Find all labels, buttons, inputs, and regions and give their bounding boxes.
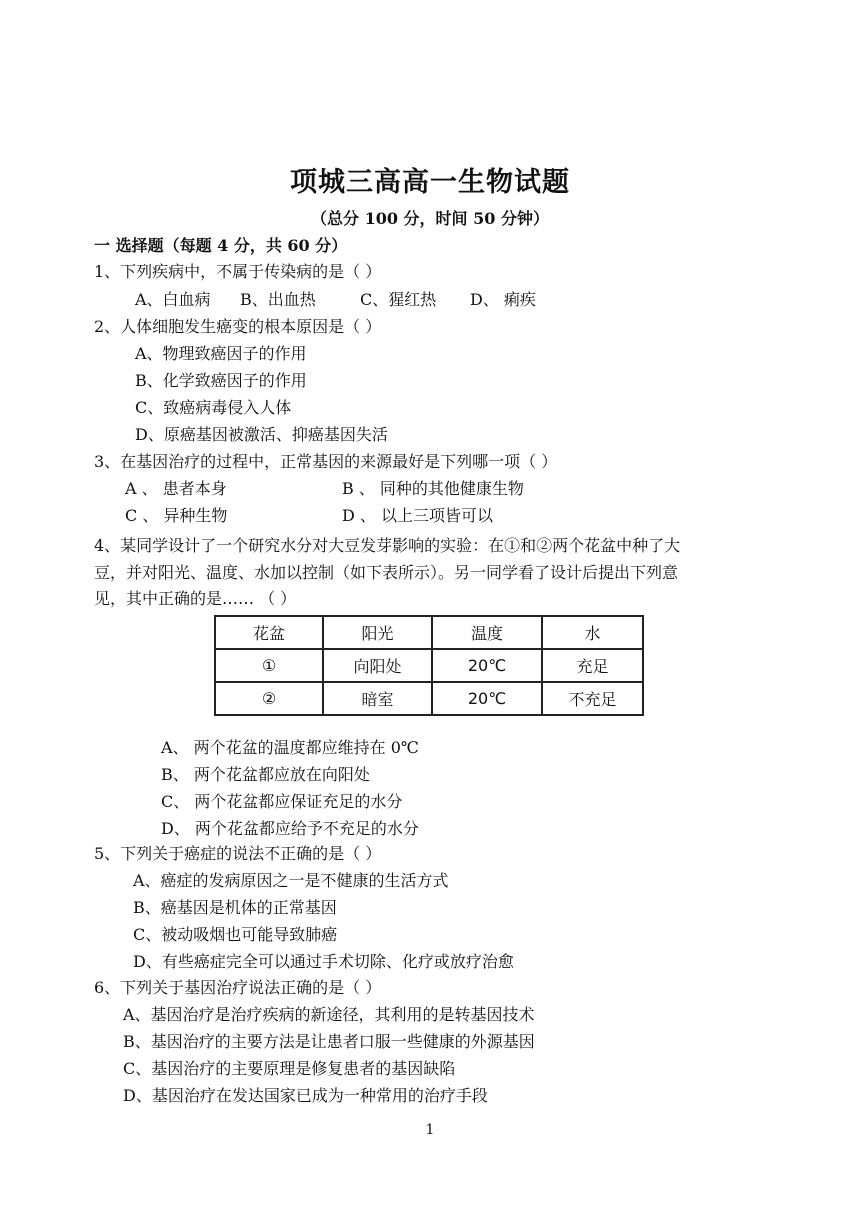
table-header-cell: 温度 — [432, 616, 542, 649]
table-header-row — [215, 616, 643, 649]
question-2-option-b: B、化学致癌因子的作用 — [135, 371, 307, 390]
question-4-option-c: C、 两个花盆都应保证充足的水分 — [161, 792, 403, 811]
question-1-option-d: D、 痢疾 — [470, 290, 536, 309]
experiment-table — [214, 615, 644, 716]
question-1-stem: 1、下列疾病中，不属于传染病的是（ ） — [94, 262, 382, 281]
page-number: 1 — [425, 1122, 435, 1138]
question-1-option-a: A、白血病 — [135, 290, 211, 309]
table-header-cell: 花盆 — [215, 616, 323, 649]
question-3-option-d: D 、 以上三项皆可以 — [342, 506, 494, 525]
question-3-option-a: A 、 患者本身 — [125, 479, 227, 498]
question-5-option-b: B、癌基因是机体的正常基因 — [133, 898, 337, 917]
section-heading: 一 选择题（每题 4 分，共 60 分） — [94, 236, 348, 255]
table-row — [215, 649, 643, 682]
table-cell: 20℃ — [432, 649, 542, 682]
question-2-option-c: C、致癌病毒侵入人体 — [135, 398, 292, 417]
table-cell: 充足 — [542, 649, 643, 682]
table-row — [215, 682, 643, 715]
table-cell: ② — [215, 682, 323, 715]
question-5-stem: 5、下列关于癌症的说法不正确的是（ ） — [94, 844, 382, 863]
question-6-stem: 6、下列关于基因治疗说法正确的是（ ） — [94, 978, 382, 997]
exam-subtitle: （总分 100 分，时间 50 分钟） — [311, 209, 549, 228]
question-4-stem-line-3: 见，其中正确的是…… （ ） — [94, 589, 297, 608]
question-2-stem: 2、人体细胞发生癌变的根本原因是（ ） — [94, 317, 382, 336]
question-2-option-d: D、原癌基因被激活、抑癌基因失活 — [135, 425, 388, 444]
question-4-option-d: D、 两个花盆都应给予不充足的水分 — [161, 819, 419, 838]
question-4-option-a: A、 两个花盆的温度都应维持在 0℃ — [161, 738, 419, 757]
question-2-option-a: A、物理致癌因子的作用 — [135, 344, 307, 363]
question-4-stem-line-2: 豆，并对阳光、温度、水加以控制（如下表所示）。另一同学看了设计后提出下列意 — [94, 563, 679, 582]
question-5-option-d: D、有些癌症完全可以通过手术切除、化疗或放疗治愈 — [133, 952, 514, 971]
question-4-option-b: B、 两个花盆都应放在向阳处 — [161, 765, 370, 784]
table-cell: 暗室 — [323, 682, 432, 715]
question-6-option-a: A、基因治疗是治疗疾病的新途径，其利用的是转基因技术 — [123, 1005, 535, 1024]
table-cell: 20℃ — [432, 682, 542, 715]
question-1-option-c: C、猩红热 — [360, 290, 437, 309]
question-3-stem: 3、在基因治疗的过程中，正常基因的来源最好是下列哪一项（ ） — [94, 452, 558, 471]
question-5-option-c: C、被动吸烟也可能导致肺癌 — [133, 925, 338, 944]
question-5-option-a: A、癌症的发病原因之一是不健康的生活方式 — [133, 871, 449, 890]
question-3-option-c: C 、 异种生物 — [125, 506, 228, 525]
question-6-option-c: C、基因治疗的主要原理是修复患者的基因缺陷 — [123, 1059, 456, 1078]
table-header-cell: 阳光 — [323, 616, 432, 649]
question-4-stem-line-1: 4、某同学设计了一个研究水分对大豆发芽影响的实验：在①和②两个花盆中种了大 — [94, 536, 681, 555]
table-cell: 不充足 — [542, 682, 643, 715]
page-title: 项城三高高一生物试题 — [290, 167, 570, 198]
question-6-option-b: B、基因治疗的主要方法是让患者口服一些健康的外源基因 — [123, 1032, 535, 1051]
table-header-cell: 水 — [542, 616, 643, 649]
table-cell: ① — [215, 649, 323, 682]
table-cell: 向阳处 — [323, 649, 432, 682]
question-3-option-b: B 、 同种的其他健康生物 — [342, 479, 524, 498]
question-1-option-b: B、出血热 — [240, 290, 316, 309]
question-6-option-d: D、基因治疗在发达国家已成为一种常用的治疗手段 — [123, 1086, 488, 1105]
